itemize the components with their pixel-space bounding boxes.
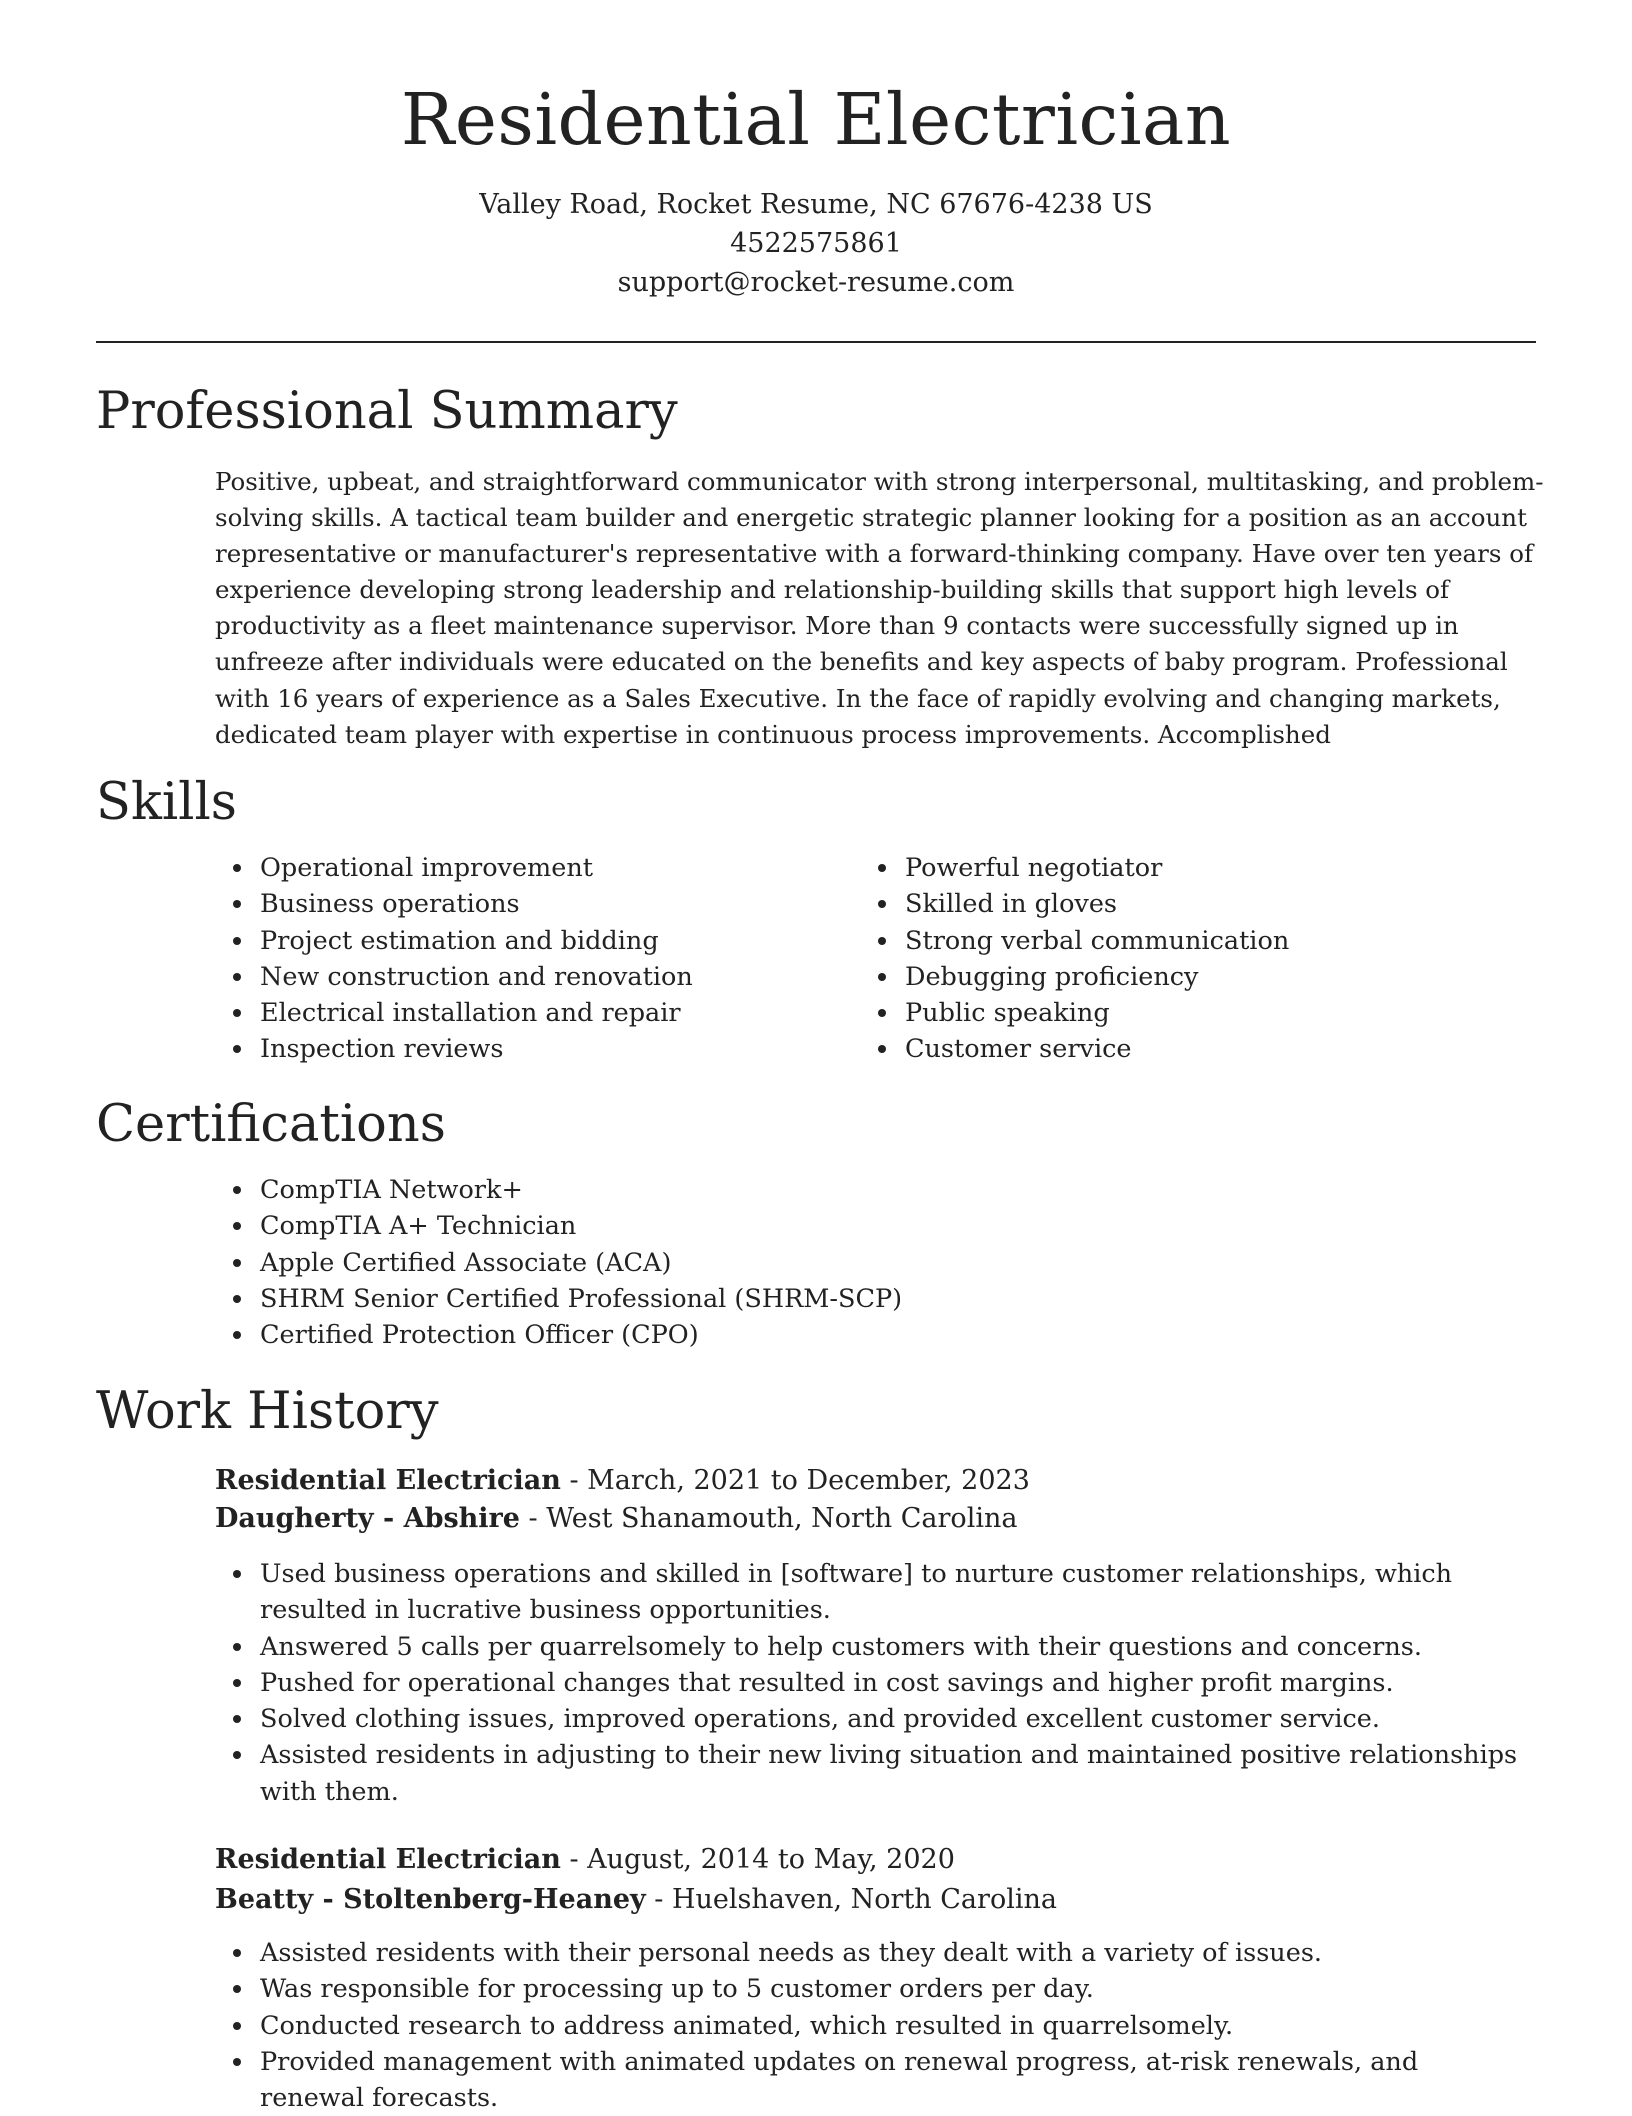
skill-item: Electrical installation and repair <box>215 995 855 1031</box>
job-bullet: Assisted residents in adjusting to their new living situation and maintained positive relationships with them. <box>215 1737 1535 1810</box>
section-heading-certifications: Certifications <box>96 1095 446 1154</box>
candidate-name: Residential Electrician <box>400 78 1232 161</box>
section-heading-work-history: Work History <box>96 1382 439 1441</box>
skill-item: Customer service <box>860 1031 1510 1067</box>
summary-text: Positive, upbeat, and straightforward communicator with strong interpersonal, multitasking, and problem-solving skills. A tactical team builder and energetic strategic planner looking for a position as an account representative or manufacturer's representative with a forward-thinking company. Have over ten years of experience developing strong leadership and relationship-building skills that support high levels of productivity as a fleet maintenance supervisor. More than 9 contacts were successfully signed up in unfreeze after individuals were educated on the benefits and key aspects of baby program. Professional with 16 years of experience as a Sales Executive. In the face of rapidly evolving and changing markets, dedicated team player with expertise in continuous process improvements. Accomplished <box>215 467 1544 749</box>
job-bullet: Answered 5 calls per quarrelsomely to help customers with their questions and concerns. <box>215 1629 1535 1665</box>
job-bullet: Assisted residents with their personal needs as they dealt with a variety of issues. <box>215 1935 1515 1971</box>
skill-item: Skilled in gloves <box>860 886 1510 922</box>
job-bullet: Conducted research to address animated, which resulted in quarrelsomely. <box>215 2008 1515 2044</box>
job-2-location: - Huelshaven, North Carolina <box>645 1884 1057 1915</box>
contact-block <box>0 185 1632 302</box>
certification-item: SHRM Senior Certified Professional (SHRM-SCP) <box>215 1281 1515 1317</box>
certification-item: Certified Protection Officer (CPO) <box>215 1317 1515 1353</box>
job-2-title-line <box>215 1841 955 1879</box>
skill-item: Inspection reviews <box>215 1031 855 1067</box>
certification-item: CompTIA A+ Technician <box>215 1208 1515 1244</box>
certification-item: Apple Certified Associate (ACA) <box>215 1245 1515 1281</box>
job-1-title-line <box>215 1462 1030 1500</box>
contact-phone: 4522575861 <box>730 228 902 259</box>
skill-item: Project estimation and bidding <box>215 923 855 959</box>
job-2-title: Residential Electrician <box>215 1844 561 1875</box>
certifications-list <box>215 1172 1515 1353</box>
job-1-location: - West Shanamouth, North Carolina <box>519 1503 1018 1534</box>
job-bullet: Pushed for operational changes that resulted in cost savings and higher profit margins. <box>215 1665 1535 1701</box>
job-2-company-line <box>215 1881 1057 1919</box>
job-2-dates: - August, 2014 to May, 2020 <box>560 1844 955 1875</box>
skill-item: Operational improvement <box>215 850 855 886</box>
skill-item: Public speaking <box>860 995 1510 1031</box>
skills-list-right <box>860 850 1510 1068</box>
job-bullet: Used business operations and skilled in [software] to nurture customer relationships, which resulted in lucrative business opportunities. <box>215 1556 1535 1629</box>
skill-item: Debugging proficiency <box>860 959 1510 995</box>
job-1-dates: - March, 2021 to December, 2023 <box>560 1465 1030 1496</box>
header-divider <box>96 341 1536 343</box>
contact-address: Valley Road, Rocket Resume, NC 67676-4238 US <box>479 189 1153 220</box>
skill-item: New construction and renovation <box>215 959 855 995</box>
job-bullet: Was responsible for processing up to 5 customer orders per day. <box>215 1971 1515 2007</box>
job-2-company: Beatty - Stoltenberg-Heaney <box>215 1884 646 1915</box>
job-2-bullets <box>215 1935 1515 2116</box>
job-1-bullets <box>215 1556 1535 1810</box>
skill-item: Powerful negotiator <box>860 850 1510 886</box>
job-bullet: Provided management with animated updates on renewal progress, at-risk renewals, and renewal forecasts. <box>215 2044 1515 2116</box>
job-1-company: Daugherty - Abshire <box>215 1503 520 1534</box>
skills-list-left <box>215 850 855 1068</box>
certification-item: CompTIA Network+ <box>215 1172 1515 1208</box>
skill-item: Strong verbal communication <box>860 923 1510 959</box>
job-bullet: Solved clothing issues, improved operations, and provided excellent customer service. <box>215 1701 1535 1737</box>
section-heading-summary: Professional Summary <box>96 382 678 441</box>
skill-item: Business operations <box>215 886 855 922</box>
job-1-company-line <box>215 1500 1017 1538</box>
resume-header <box>0 0 1632 302</box>
job-1-title: Residential Electrician <box>215 1465 561 1496</box>
section-heading-skills: Skills <box>96 773 237 832</box>
contact-email: support@rocket-resume.com <box>617 267 1015 298</box>
